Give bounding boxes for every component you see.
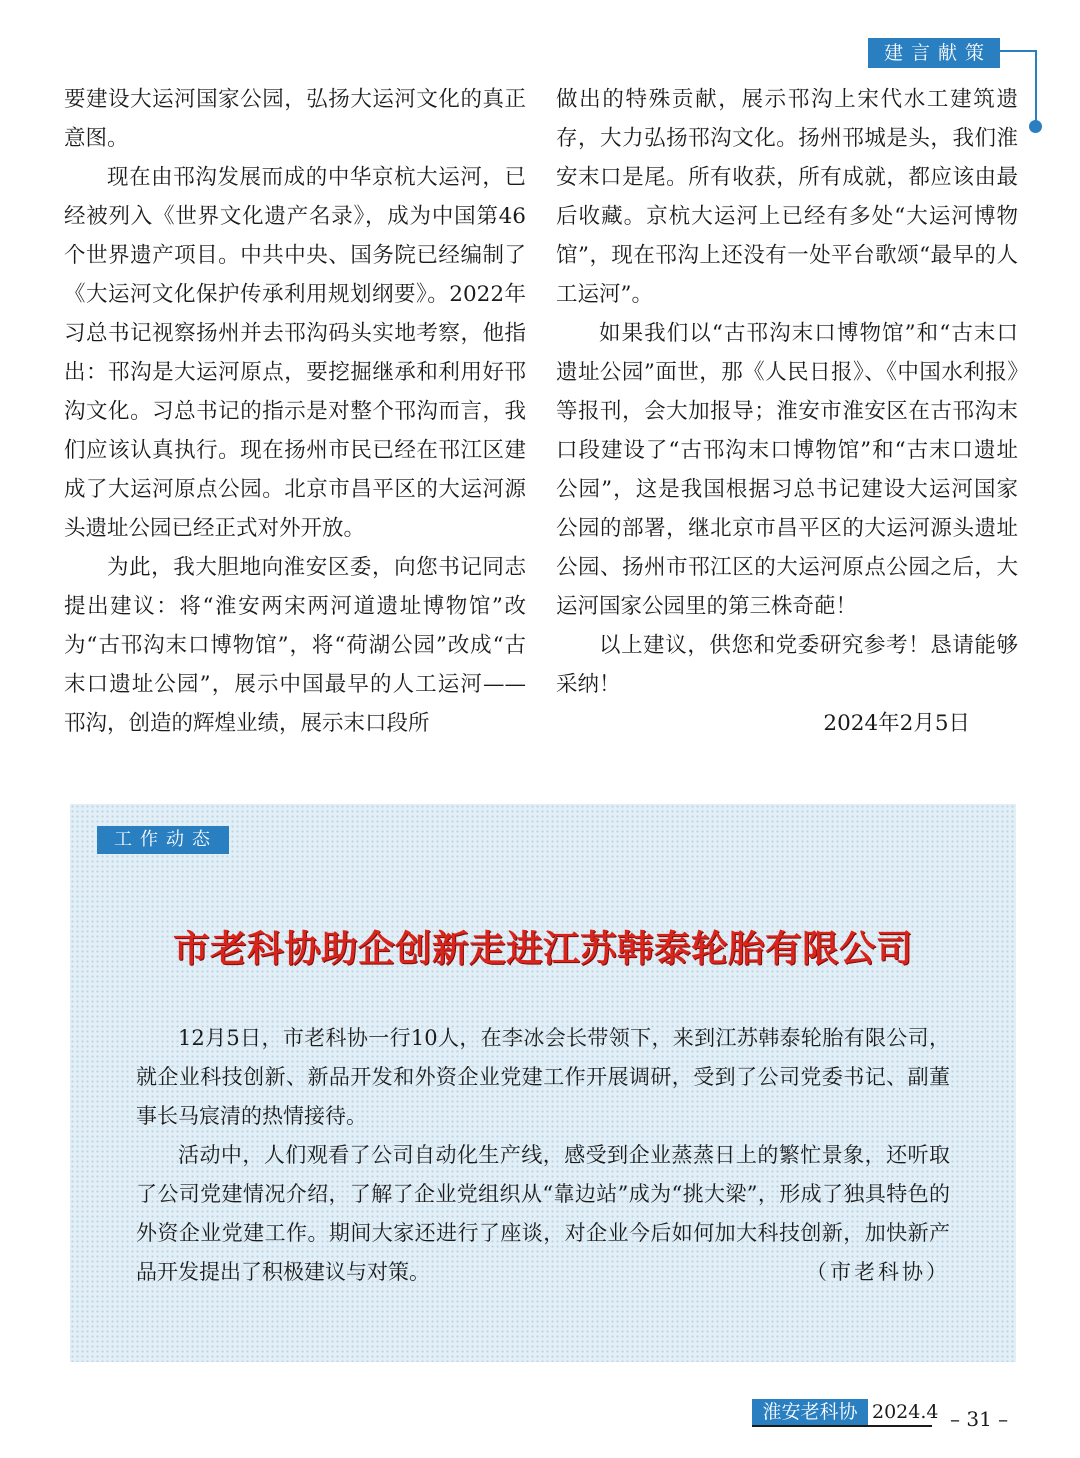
article-paragraph: 以上建议，供您和党委研究参考！恳请能够采纳！ bbox=[556, 633, 1018, 697]
news-paragraph: 12月5日，市老科协一行10人，在李冰会长带领下，来到江苏韩泰轮胎有限公司，就企业科技创新、新品开发和外资企业党建工作开展调研，受到了公司党委书记、副董事长马宸清的热情接待。 bbox=[136, 1026, 950, 1128]
footer-magazine-name: 淮安老科协 bbox=[752, 1399, 868, 1425]
footer-rule bbox=[752, 1425, 932, 1427]
article-paragraph: 要建设大运河国家公园，弘扬大运河文化的真正意图。 bbox=[64, 87, 526, 151]
news-paragraph-text: 活动中，人们观看了公司自动化生产线，感受到企业蒸蒸日上的繁忙景象，还听取了公司党建情况介绍，了解了企业党组织从“靠边站”成为“挑大梁”，形成了独具特色的外资企业党建工作。期间大家还进行了座谈，对企业今后如何加大科技创新，加快新产品开发提出了积极建议与对策。 bbox=[136, 1143, 950, 1284]
news-title: 市老科协助企创新走进江苏韩泰轮胎有限公司 bbox=[173, 927, 913, 970]
article-paragraph: 做出的特殊贡献，展示邗沟上宋代水工建筑遗存，大力弘扬邗沟文化。扬州邗城是头，我们淮安末口是尾。所有收获，所有成就，都应该由最后收藏。京杭大运河上已经有多处“大运河博物馆”，现在邗沟上还没有一处平台歌颂“最早的人工运河”。 bbox=[556, 87, 1018, 307]
article-right-column bbox=[556, 80, 1018, 743]
news-section-tag: 工作动态 bbox=[97, 826, 229, 854]
page-number: – 31 – bbox=[950, 1407, 1009, 1431]
news-source: （市老科协） bbox=[806, 1260, 950, 1284]
article-paragraph: 如果我们以“古邗沟末口博物馆”和“古末口遗址公园”面世，那《人民日报》、《中国水利报》等报刊，会大加报导；淮安市淮安区在古邗沟末口段建设了“古邗沟末口博物馆”和“古末口遗址公园”，这是我国根据习总书记建设大运河国家公园的部署，继北京市昌平区的大运河源头遗址公园、扬州市邗江区的大运河原点公园之后，大运河国家公园里的第三株奇葩！ bbox=[556, 321, 1018, 619]
footer-issue: 2024.4 bbox=[872, 1401, 939, 1423]
tag-dot-icon bbox=[1029, 120, 1042, 133]
article-left-column bbox=[64, 80, 526, 743]
news-body bbox=[136, 1019, 950, 1292]
tag-connector-line bbox=[1000, 50, 1037, 52]
article-paragraph: 现在由邗沟发展而成的中华京杭大运河，已经被列入《世界文化遗产名录》，成为中国第46个世界遗产项目。中共中央、国务院已经编制了《大运河文化保护传承利用规划纲要》。2022年习总书记视察扬州并去邗沟码头实地考察，他指出：邗沟是大运河原点，要挖掘继承和利用好邗沟文化。习总书记的指示是对整个邗沟而言，我们应该认真执行。现在扬州市民已经在邗江区建成了大运河原点公园。北京市昌平区的大运河源头遗址公园已经正式对外开放。 bbox=[64, 165, 526, 541]
article-paragraph: 为此，我大胆地向淮安区委，向您书记同志提出建议：将“淮安两宋两河道遗址博物馆”改为“古邗沟末口博物馆”，将“荷湖公园”改成“古末口遗址公园”，展示中国最早的人工运河——邗沟，创造的辉煌业绩，展示末口段所 bbox=[64, 555, 526, 736]
section-tag: 建言献策 bbox=[868, 38, 1000, 68]
article-date: 2024年2月5日 bbox=[823, 711, 970, 736]
news-paragraph bbox=[136, 1136, 950, 1292]
tag-connector-line-vertical bbox=[1035, 50, 1037, 126]
